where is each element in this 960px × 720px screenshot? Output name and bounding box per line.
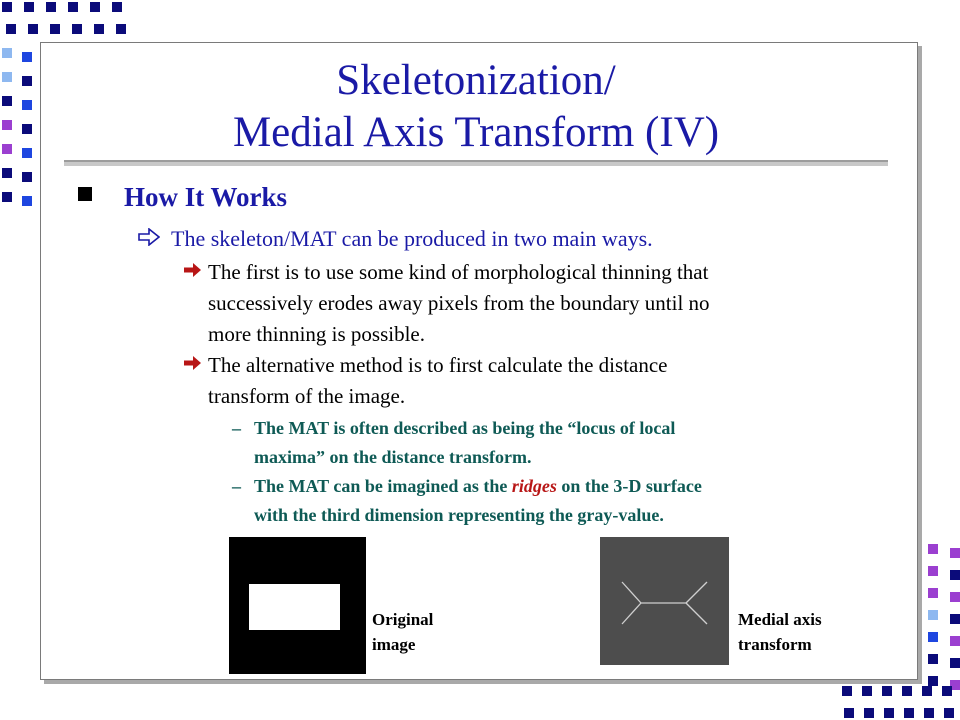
decor-square [922, 686, 932, 696]
hollow-arrow-icon [138, 228, 160, 246]
sub-point-thinning-text [208, 257, 710, 350]
decor-square [22, 76, 32, 86]
decor-square [72, 24, 82, 34]
text-line [254, 472, 702, 501]
page-title-line-2: Medial Axis Transform (IV) [232, 109, 720, 156]
decor-square [942, 686, 952, 696]
text-run: on the 3-D surface [556, 476, 702, 496]
decor-square [22, 196, 32, 206]
decor-square [928, 654, 938, 664]
page-title-line-1: Skeletonization/ [336, 57, 616, 104]
decor-square [22, 148, 32, 158]
decor-square [46, 2, 56, 12]
decor-square [28, 24, 38, 34]
decor-square [864, 708, 874, 718]
arrow-bullet-icon [184, 263, 202, 277]
text-line: The first is to use some kind of morphological thinning that [208, 260, 709, 284]
decor-square [950, 570, 960, 580]
decor-square [884, 708, 894, 718]
section-heading: How It Works [124, 182, 288, 212]
title-box [64, 52, 888, 162]
original-image-caption [372, 607, 433, 657]
square-bullet-icon [78, 187, 92, 201]
text-run: The MAT can be imagined as the [254, 476, 512, 496]
decor-square [950, 636, 960, 646]
dash-bullet: – [232, 476, 241, 496]
medial-axis-figure [600, 537, 729, 665]
decor-square [2, 144, 12, 154]
text-line: successively erodes away pixels from the boundary until no [208, 291, 710, 315]
decor-square [928, 544, 938, 554]
decor-square [50, 24, 60, 34]
decor-square [116, 24, 126, 34]
detail-locus-text [254, 414, 675, 472]
caption-line: Medial axis [738, 610, 822, 629]
decor-square [6, 24, 16, 34]
text-line: more thinning is possible. [208, 322, 425, 346]
text-line: with the third dimension representing the gray-value. [254, 505, 664, 525]
decor-square [928, 566, 938, 576]
decor-square [22, 100, 32, 110]
decor-square [950, 548, 960, 558]
decor-square [844, 708, 854, 718]
decor-square [22, 124, 32, 134]
decor-square [2, 120, 12, 130]
decor-square [2, 96, 12, 106]
decor-square [950, 658, 960, 668]
sub-point-distance-text [208, 350, 668, 412]
text-line: maxima” on the distance transform. [254, 447, 532, 467]
decor-square [950, 614, 960, 624]
decor-square [22, 172, 32, 182]
white-rectangle [249, 584, 340, 630]
ridges-emphasis: ridges [511, 476, 557, 496]
decor-square [90, 2, 100, 12]
decor-square [928, 632, 938, 642]
decor-square [68, 2, 78, 12]
decor-square [94, 24, 104, 34]
decor-square [842, 686, 852, 696]
caption-line: image [372, 635, 416, 654]
mat-background [600, 537, 729, 665]
decor-square [904, 708, 914, 718]
decor-square [928, 676, 938, 686]
original-image-figure [229, 537, 366, 674]
decor-square [950, 592, 960, 602]
detail-ridges-text [254, 472, 702, 530]
decor-square [22, 52, 32, 62]
decor-square [944, 708, 954, 718]
dash-bullet: – [232, 418, 241, 438]
decor-square [24, 2, 34, 12]
medial-axis-caption [738, 607, 822, 657]
decor-square [2, 72, 12, 82]
decor-square [928, 610, 938, 620]
arrow-bullet-icon [184, 356, 202, 370]
decor-square [924, 708, 934, 718]
caption-line: Original [372, 610, 434, 629]
decor-square [2, 168, 12, 178]
decor-square [112, 2, 122, 12]
main-point-text: The skeleton/MAT can be produced in two main ways. [171, 226, 653, 251]
decor-square [2, 192, 12, 202]
decor-square [2, 48, 12, 58]
caption-line: transform [738, 635, 812, 654]
decor-square [862, 686, 872, 696]
decor-square [882, 686, 892, 696]
text-line: transform of the image. [208, 384, 406, 408]
decor-square [902, 686, 912, 696]
text-line: The alternative method is to first calculate the distance [208, 353, 668, 377]
decor-square [928, 588, 938, 598]
text-line: The MAT is often described as being the “locus of local [254, 418, 676, 438]
decor-square [2, 2, 12, 12]
